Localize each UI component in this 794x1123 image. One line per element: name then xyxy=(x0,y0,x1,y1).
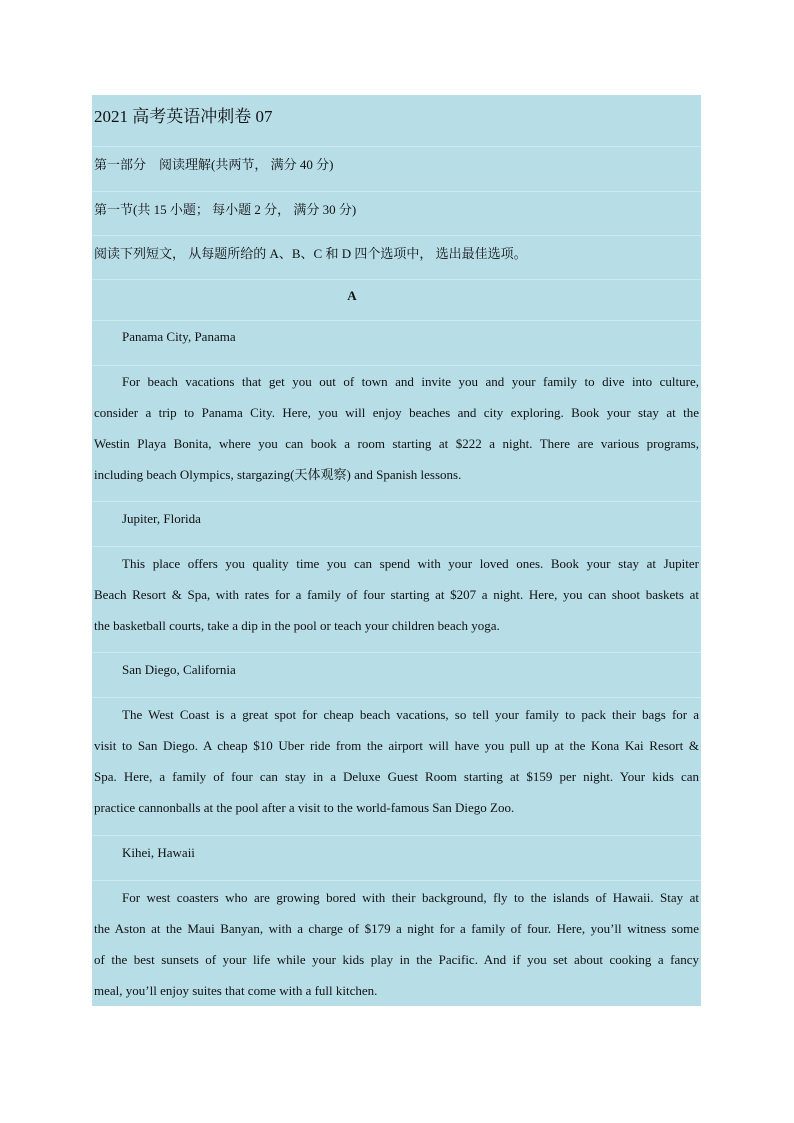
paragraph-line: For beach vacations that get you out of town and invite you and your family to dive into culture, xyxy=(122,374,699,389)
destination-heading-row xyxy=(92,502,701,547)
document-title: 2021 高考英语冲刺卷 07 xyxy=(94,107,273,126)
paragraph-line: the basketball courts, take a dip in the pool or teach your children beach yoga. xyxy=(94,618,500,633)
title-row xyxy=(92,95,701,147)
document-body xyxy=(92,95,701,1006)
paragraph-line: the Aston at the Maui Banyan, with a charge of $179 a night for a family of four. Here, you’ll witness some xyxy=(94,921,699,936)
destination-name: Kihei, Hawaii xyxy=(122,845,195,860)
part-row xyxy=(92,147,701,192)
paragraph-line: For west coasters who are growing bored with their background, fly to the islands of Hawaii. Stay at xyxy=(122,890,699,905)
destination-heading-row xyxy=(92,653,701,698)
paragraph-line: Westin Playa Bonita, where you can book a room starting at $222 a night. There are various programs, xyxy=(94,436,699,451)
passage-label: A xyxy=(347,288,357,303)
destination-heading-row xyxy=(92,321,701,366)
destination-paragraph xyxy=(92,547,701,653)
part-heading: 第一部分 阅读理解(共两节， 满分 40 分) xyxy=(94,157,334,172)
paragraph-line: This place offers you quality time you can spend with your loved ones. Book your stay at Jupiter xyxy=(122,556,699,571)
destination-paragraph xyxy=(92,881,701,1006)
paragraph-line: meal, you’ll enjoy suites that come with a full kitchen. xyxy=(94,983,378,998)
destination-name: Jupiter, Florida xyxy=(122,511,201,526)
paragraph-line: of the best sunsets of your life while your kids play in the Pacific. And if you set about cooking a fancy xyxy=(94,952,699,967)
destination-name: Panama City, Panama xyxy=(122,329,236,344)
section-row xyxy=(92,192,701,236)
destination-paragraph xyxy=(92,698,701,836)
destination-name: San Diego, California xyxy=(122,662,236,677)
section-heading: 第一节(共 15 小题； 每小题 2 分， 满分 30 分) xyxy=(94,202,357,217)
paragraph-line: visit to San Diego. A cheap $10 Uber ride from the airport will have you pull up at the Kona Kai Resort & xyxy=(94,738,699,753)
destination-paragraph xyxy=(92,366,701,502)
paragraph-line: including beach Olympics, stargazing(天体观察) and Spanish lessons. xyxy=(94,467,462,482)
paragraph-line: practice cannonballs at the pool after a visit to the world-famous San Diego Zoo. xyxy=(94,800,515,815)
paragraph-line: Beach Resort & Spa, with rates for a family of four starting at $207 a night. Here, you can shoot baskets at xyxy=(94,587,699,602)
destination-heading-row xyxy=(92,836,701,881)
instruction-text: 阅读下列短文， 从每题所给的 A、B、C 和 D 四个选项中， 选出最佳选项。 xyxy=(94,246,527,261)
paragraph-line: The West Coast is a great spot for cheap beach vacations, so tell your family to pack their bags for a xyxy=(122,707,699,722)
passage-label-row xyxy=(92,280,701,321)
paragraph-line: Spa. Here, a family of four can stay in a Deluxe Guest Room starting at $159 per night. Your kids can xyxy=(94,769,699,784)
instruction-row xyxy=(92,236,701,280)
paragraph-line: consider a trip to Panama City. Here, you will enjoy beaches and city exploring. Book your stay at the xyxy=(94,405,699,420)
